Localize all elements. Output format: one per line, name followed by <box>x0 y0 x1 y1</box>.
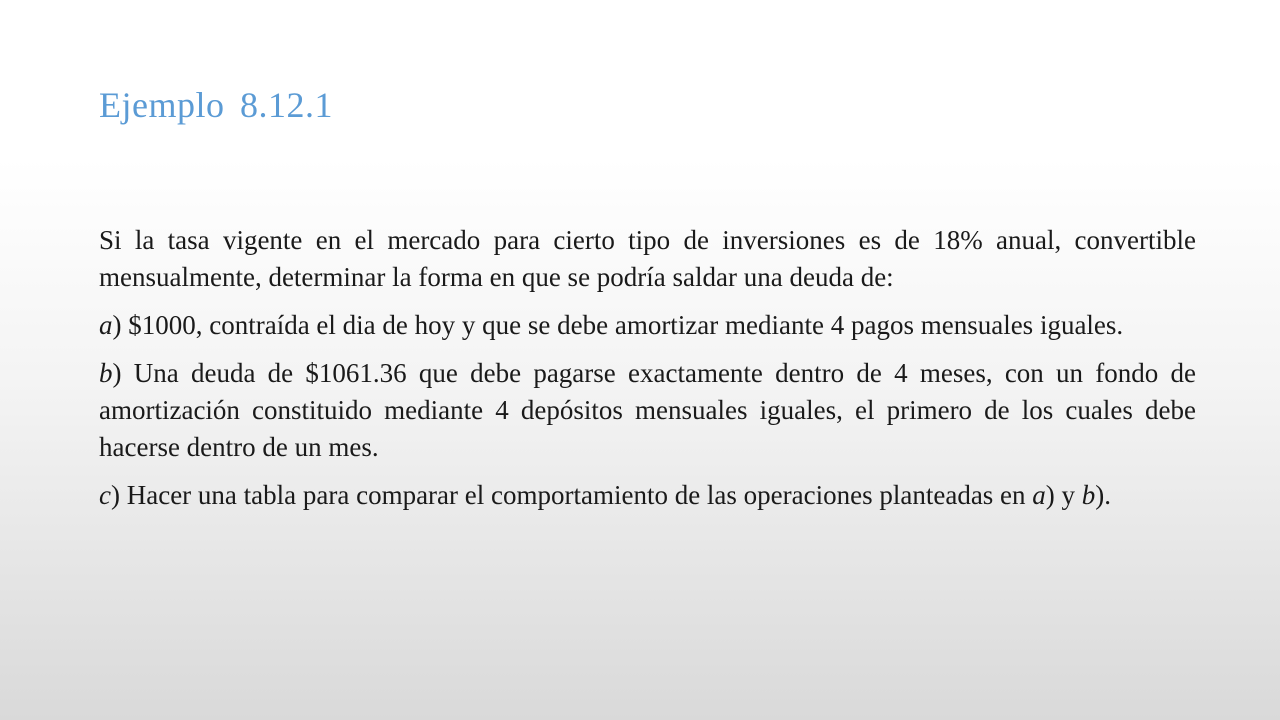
item-b-text: ) Una deuda de $1061.36 que debe pagarse exactamente dentro de 4 meses, con un fondo de amortización constituido mediante 4 depósitos mensuales iguales, el primero de los cuales debe hacerse dentro de un mes. <box>99 358 1196 462</box>
intro-paragraph: Si la tasa vigente en el mercado para cierto tipo de inversiones es de 18% anual, convertible mensualmente, determinar la forma en que se podría saldar una deuda de: <box>99 225 1196 292</box>
item-c-text-1: ) Hacer una tabla para comparar el comportamiento de las operaciones planteadas en <box>110 480 1033 510</box>
item-c <box>99 477 1196 514</box>
item-a <box>99 307 1196 344</box>
slide-body <box>99 222 1196 525</box>
item-a-letter: a <box>99 310 113 340</box>
item-c-text-2: ) y <box>1045 480 1082 510</box>
item-c-ref-a: a <box>1032 480 1046 510</box>
item-c-ref-b: b <box>1081 480 1096 510</box>
item-b-letter: b <box>99 358 113 388</box>
item-c-letter: c <box>99 480 111 510</box>
item-a-text: ) $1000, contraída el dia de hoy y que se debe amortizar mediante 4 pagos mensuales iguales. <box>112 310 1124 340</box>
item-c-text-3: ). <box>1095 480 1112 510</box>
item-b <box>99 355 1196 466</box>
slide-title: Ejemplo 8.12.1 <box>99 85 333 125</box>
